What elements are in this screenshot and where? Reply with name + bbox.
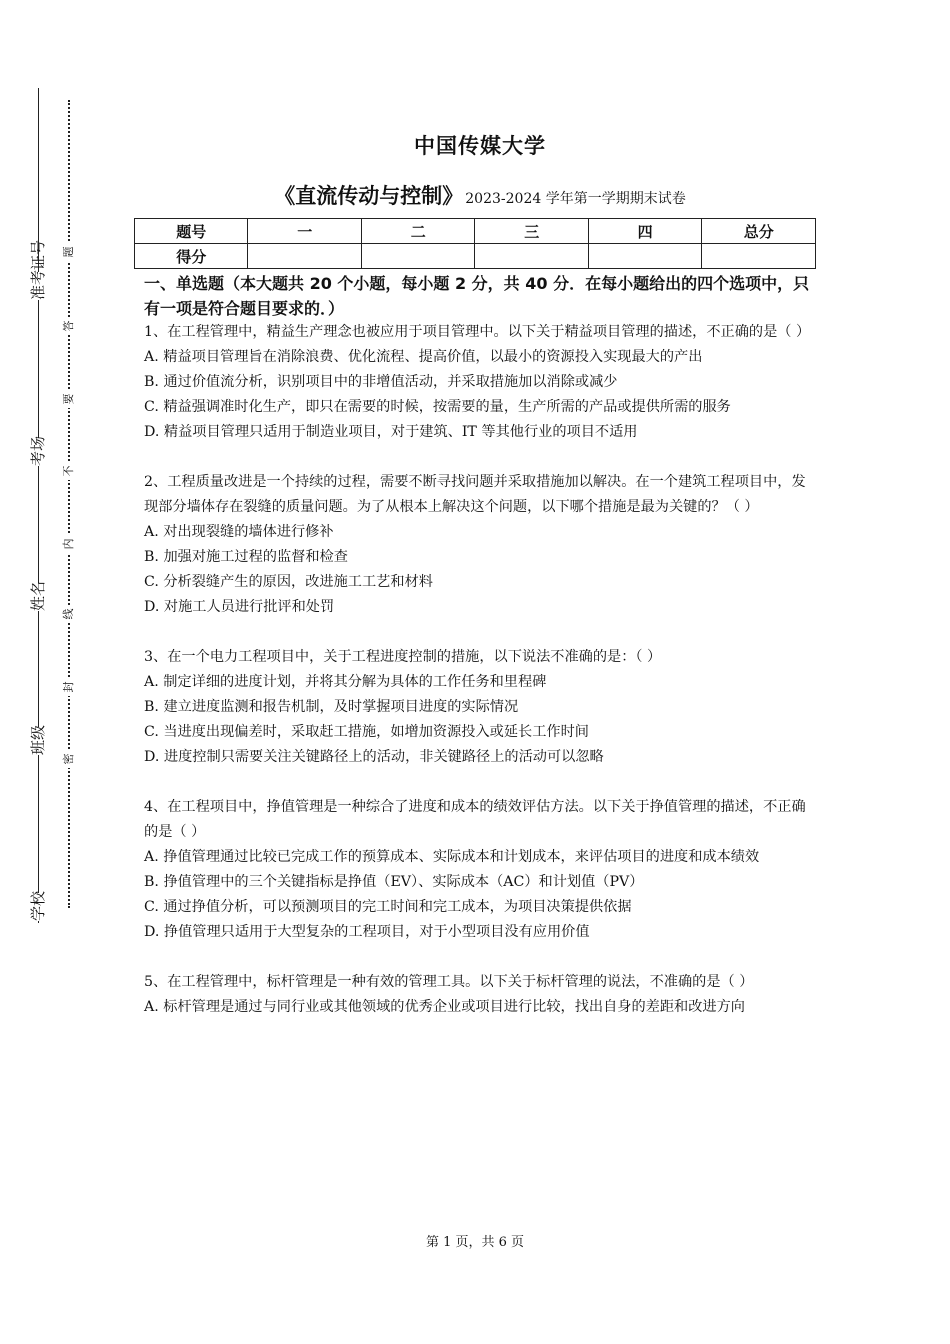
question-option: D. 挣值管理只适用于大型复杂的工程项目，对于小型项目没有应用价值: [144, 924, 590, 940]
question-item: [144, 970, 816, 1020]
question-stem: 3、在一个电力工程项目中，关于工程进度控制的措施，以下说法不准确的是：（ ）: [144, 649, 662, 665]
score-cell[interactable]: [475, 244, 588, 269]
question-item: [144, 795, 816, 945]
question-option: D. 精益项目管理只适用于制造业项目，对于建筑、IT 等其他行业的项目不适用: [144, 424, 638, 440]
seal-char: 不: [60, 462, 78, 480]
score-cell: 四: [588, 219, 701, 244]
question-stem: 1、在工程管理中，精益生产理念也被应用于项目管理中。以下关于精益项目管理的描述，不正确的是（ ）: [144, 324, 811, 340]
question-item: [144, 320, 816, 445]
seal-char: 题: [60, 243, 78, 261]
question-option: B. 通过价值流分析，识别项目中的非增值活动，并采取措施加以消除或减少: [144, 374, 618, 390]
exam-title: [144, 180, 816, 210]
question-option: B. 建立进度监测和报告机制，及时掌握项目进度的实际情况: [144, 699, 519, 715]
score-cell: 三: [475, 219, 588, 244]
seal-char: 答: [60, 317, 78, 335]
question-option: A. 精益项目管理旨在消除浪费、优化流程、提高价值，以最小的资源投入实现最大的产出: [144, 349, 703, 365]
course-name: 《直流传动与控制》: [274, 184, 464, 208]
score-table-header-row: [135, 219, 816, 244]
score-cell[interactable]: [588, 244, 701, 269]
question-stem: 5、在工程管理中，标杆管理是一种有效的管理工具。以下关于标杆管理的说法，不准确的是（ ）: [144, 974, 754, 990]
binding-solid-line: [38, 88, 39, 923]
question-option: D. 对施工人员进行批评和处罚: [144, 599, 335, 615]
question-option: C. 精益强调准时化生产，即只在需要的时候，按需要的量，生产所需的产品或提供所需的服务: [144, 399, 731, 415]
score-cell[interactable]: [248, 244, 361, 269]
question-stem: 2、工程质量改进是一个持续的过程，需要不断寻找问题并采取措施加以解决。在一个建筑工程项目中，发现部分墙体存在裂缝的质量问题。为了从根本上解决这个问题，以下哪个措施是最为关键的？（ ）: [144, 474, 806, 515]
binding-label-school: 学校: [24, 893, 52, 921]
seal-char: 要: [60, 390, 78, 408]
score-cell: 一: [248, 219, 361, 244]
score-cell: 二: [361, 219, 474, 244]
page-number: 第 1 页，共 6 页: [425, 1235, 525, 1250]
binding-dotted-line: [68, 100, 70, 908]
seal-char: 线: [60, 605, 78, 623]
question-option: C. 当进度出现偏差时，采取赶工措施，如增加资源投入或延长工作时间: [144, 724, 589, 740]
question-option: A. 对出现裂缝的墙体进行修补: [144, 524, 334, 540]
question-option: A. 挣值管理通过比较已完成工作的预算成本、实际成本和计划成本，来评估项目的进度和成本绩效: [144, 849, 760, 865]
section-heading: 一、单选题（本大题共 20 个小题，每小题 2 分，共 40 分．在每小题给出的四个选项中，只有一项是符合题目要求的．）: [144, 274, 810, 318]
question-stem: 4、在工程项目中，挣值管理是一种综合了进度和成本的绩效评估方法。以下关于挣值管理的描述，不正确的是（ ）: [144, 799, 806, 840]
seal-char: 密: [60, 750, 78, 768]
binding-label-class: 班级: [24, 727, 52, 755]
exam-term: 2023-2024 学年第一学期期末试卷: [465, 191, 686, 207]
seal-char: 内: [60, 535, 78, 553]
question-item: [144, 470, 816, 620]
score-table: [134, 218, 816, 269]
question-option: C. 分析裂缝产生的原因，改进施工工艺和材料: [144, 574, 433, 590]
question-option: C. 通过挣值分析，可以预测项目的完工时间和完工成本，为项目决策提供依据: [144, 899, 632, 915]
score-table-score-row: [135, 244, 816, 269]
question-option: A. 标杆管理是通过与同行业或其他领域的优秀企业或项目进行比较，找出自身的差距和改进方向: [144, 999, 745, 1015]
university-title: 中国传媒大学: [414, 134, 546, 158]
score-cell[interactable]: [702, 244, 816, 269]
question-option: B. 加强对施工过程的监督和检查: [144, 549, 348, 565]
binding-label-exam-room: 考场: [24, 438, 52, 466]
binding-label-name: 姓名: [24, 583, 52, 611]
seal-char: 封: [60, 678, 78, 696]
score-cell: 总分: [702, 219, 816, 244]
score-cell: 得分: [135, 244, 248, 269]
question-item: [144, 645, 816, 770]
question-option: B. 挣值管理中的三个关键指标是挣值（EV）、实际成本（AC）和计划值（PV）: [144, 874, 644, 890]
score-cell: 题号: [135, 219, 248, 244]
score-cell[interactable]: [361, 244, 474, 269]
question-option: A. 制定详细的进度计划，并将其分解为具体的工作任务和里程碑: [144, 674, 547, 690]
question-option: D. 进度控制只需要关注关键路径上的活动，非关键路径上的活动可以忽略: [144, 749, 604, 765]
binding-label-exam-id: 准考证号: [24, 272, 52, 300]
question-list: [144, 320, 816, 1045]
binding-margin: [0, 0, 95, 1344]
